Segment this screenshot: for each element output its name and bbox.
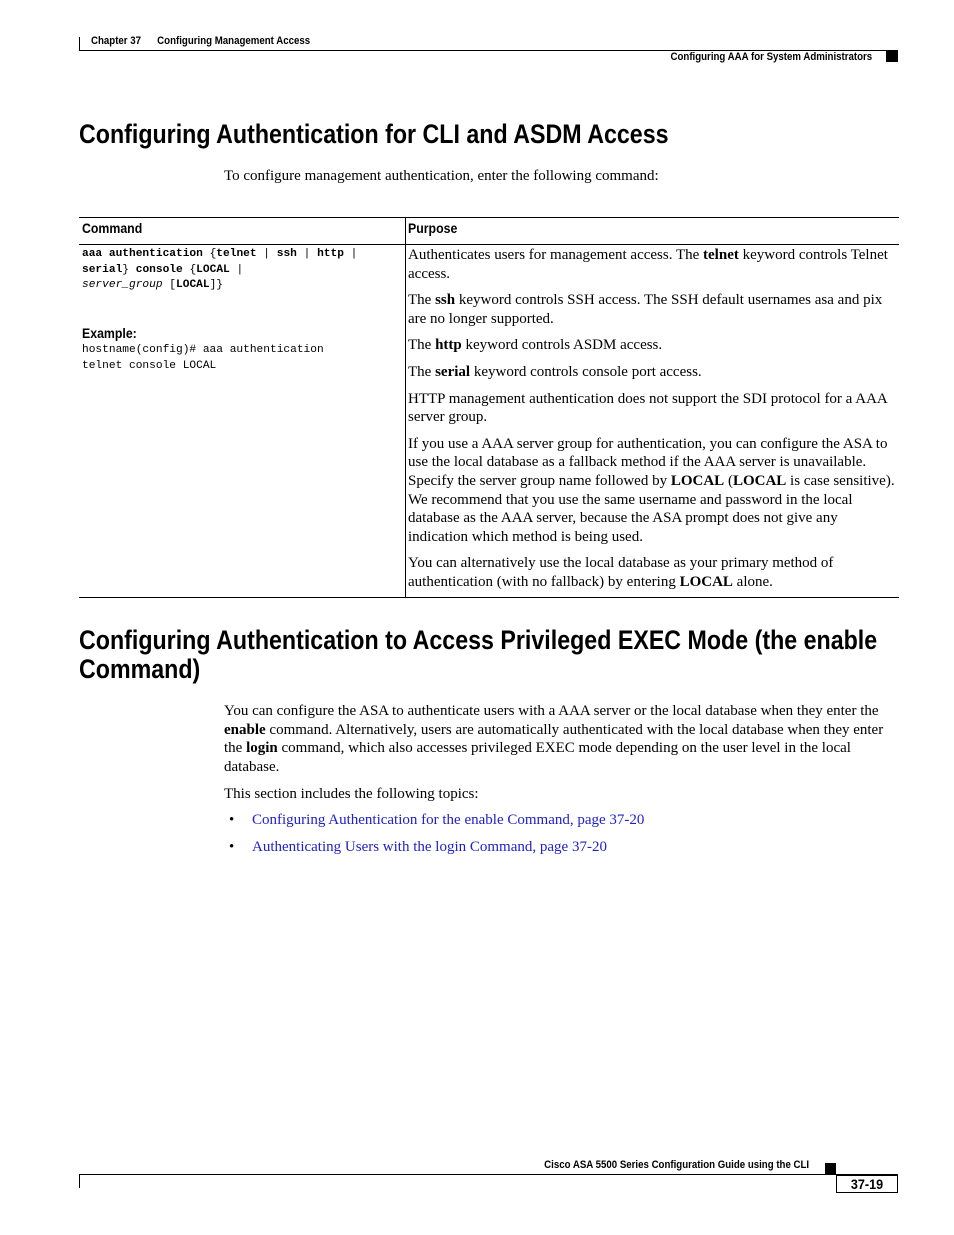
command-syntax-line-3 xyxy=(82,278,357,294)
kw-serial: serial xyxy=(82,263,123,276)
purpose-local-primary: You can alternatively use the local database as your primary method of authentication (with no fallback) by entering LOCAL alone. xyxy=(408,555,834,590)
kw-local: LOCAL xyxy=(196,263,230,276)
syntax-pipe: | xyxy=(343,248,358,260)
table-header-rule xyxy=(79,244,899,245)
kw-telnet: telnet xyxy=(216,248,257,260)
syntax-brace: } xyxy=(122,263,136,276)
header-chapter-number: Chapter 37 xyxy=(91,35,142,47)
section1-title: Configuring Authentication for CLI and ASDM Access xyxy=(79,119,669,149)
topic-list-item xyxy=(229,811,645,830)
kw-ssh: ssh xyxy=(276,248,297,260)
table-column-divider xyxy=(405,217,406,598)
kw-aaa-authentication: aaa authentication xyxy=(82,248,203,260)
header-left-bar xyxy=(79,37,80,51)
footer-page-number: 37-19 xyxy=(850,1176,884,1192)
footer-guide-title: Cisco ASA 5500 Series Configuration Guide using the CLI xyxy=(544,1159,809,1171)
topics-intro: This section includes the following topics: xyxy=(224,786,479,802)
syntax-pipe: | xyxy=(296,248,318,260)
purpose-ssh: The ssh keyword controls SSH access. The SSH default usernames asa and pix are no longer supported. xyxy=(408,292,883,327)
purpose-http: The http keyword controls ASDM access. xyxy=(408,337,663,354)
header-chapter-title: Configuring Management Access xyxy=(157,35,311,47)
bullet-icon: • xyxy=(229,839,235,855)
topic-list-item xyxy=(229,838,607,857)
purpose-sdi-note: HTTP management authentication does not support the SDI protocol for a AAA server group. xyxy=(408,390,887,426)
syntax-bracket: ]} xyxy=(209,279,224,291)
command-syntax xyxy=(82,247,357,294)
footer-rule xyxy=(79,1174,898,1175)
section2-title xyxy=(79,626,877,684)
command-syntax-line-2 xyxy=(82,263,357,279)
purpose-fallback: If you use a AAA server group for authentication, you can configure the ASA to use the local database as a fallback method if the AAA server is unavailable. Specify the server group name followed by LOCAL (LOCAL is case sensitive). We recommend that you use the same username and password in the local database as the AAA server, because the ASA prompt does not give any indication which method is being used. xyxy=(408,435,895,545)
purpose-serial: The serial keyword controls console port access. xyxy=(408,363,702,380)
syntax-bracket: [ xyxy=(162,279,177,291)
purpose-cell xyxy=(408,246,896,600)
footer-page-box xyxy=(836,1175,898,1193)
kw-console: console xyxy=(135,263,183,276)
purpose-telnet: Authenticates users for management access. The telnet keyword controls Telnet access. xyxy=(408,247,888,282)
kw-local: LOCAL xyxy=(176,279,210,291)
syntax-pipe: | xyxy=(229,263,244,276)
example-code xyxy=(82,343,324,374)
table-header-purpose: Purpose xyxy=(408,220,458,236)
footer-black-tab xyxy=(825,1163,836,1174)
syntax-brace: { xyxy=(202,248,217,260)
example-label: Example: xyxy=(82,325,137,341)
syntax-brace: { xyxy=(182,263,197,276)
bullet-icon: • xyxy=(229,812,235,828)
footer-left-bar xyxy=(79,1174,80,1188)
arg-server-group: server_group xyxy=(82,279,163,291)
section2-title-line-1: Configuring Authentication to Access Privileged EXEC Mode (the enable xyxy=(79,625,878,655)
syntax-pipe: | xyxy=(256,248,277,260)
header-section-title: Configuring AAA for System Administrators xyxy=(670,51,872,63)
kw-http: http xyxy=(317,248,344,260)
section1-intro: To configure management authentication, enter the following command: xyxy=(224,168,659,184)
table-top-rule xyxy=(79,217,899,218)
link-enable-command[interactable]: Configuring Authentication for the enable Command, page 37-20 xyxy=(252,812,645,828)
section2-title-line-2: Command) xyxy=(79,654,201,684)
table-header-command: Command xyxy=(82,220,143,236)
link-login-command[interactable]: Authenticating Users with the login Command, page 37-20 xyxy=(252,839,607,855)
header-black-tab xyxy=(886,51,898,62)
example-code-line-2: telnet console LOCAL xyxy=(82,359,217,372)
header-chapter xyxy=(91,35,310,47)
example-code-line-1: hostname(config)# aaa authentication xyxy=(82,344,324,356)
command-syntax-line-1 xyxy=(82,247,357,263)
section2-paragraph: You can configure the ASA to authenticate users with a AAA server or the local database when they enter the enable command. Alternatively, users are automatically authenticated with the local database when they enter the login command, which also accesses privileged EXEC mode depending on the user level in the local database. xyxy=(224,703,884,775)
